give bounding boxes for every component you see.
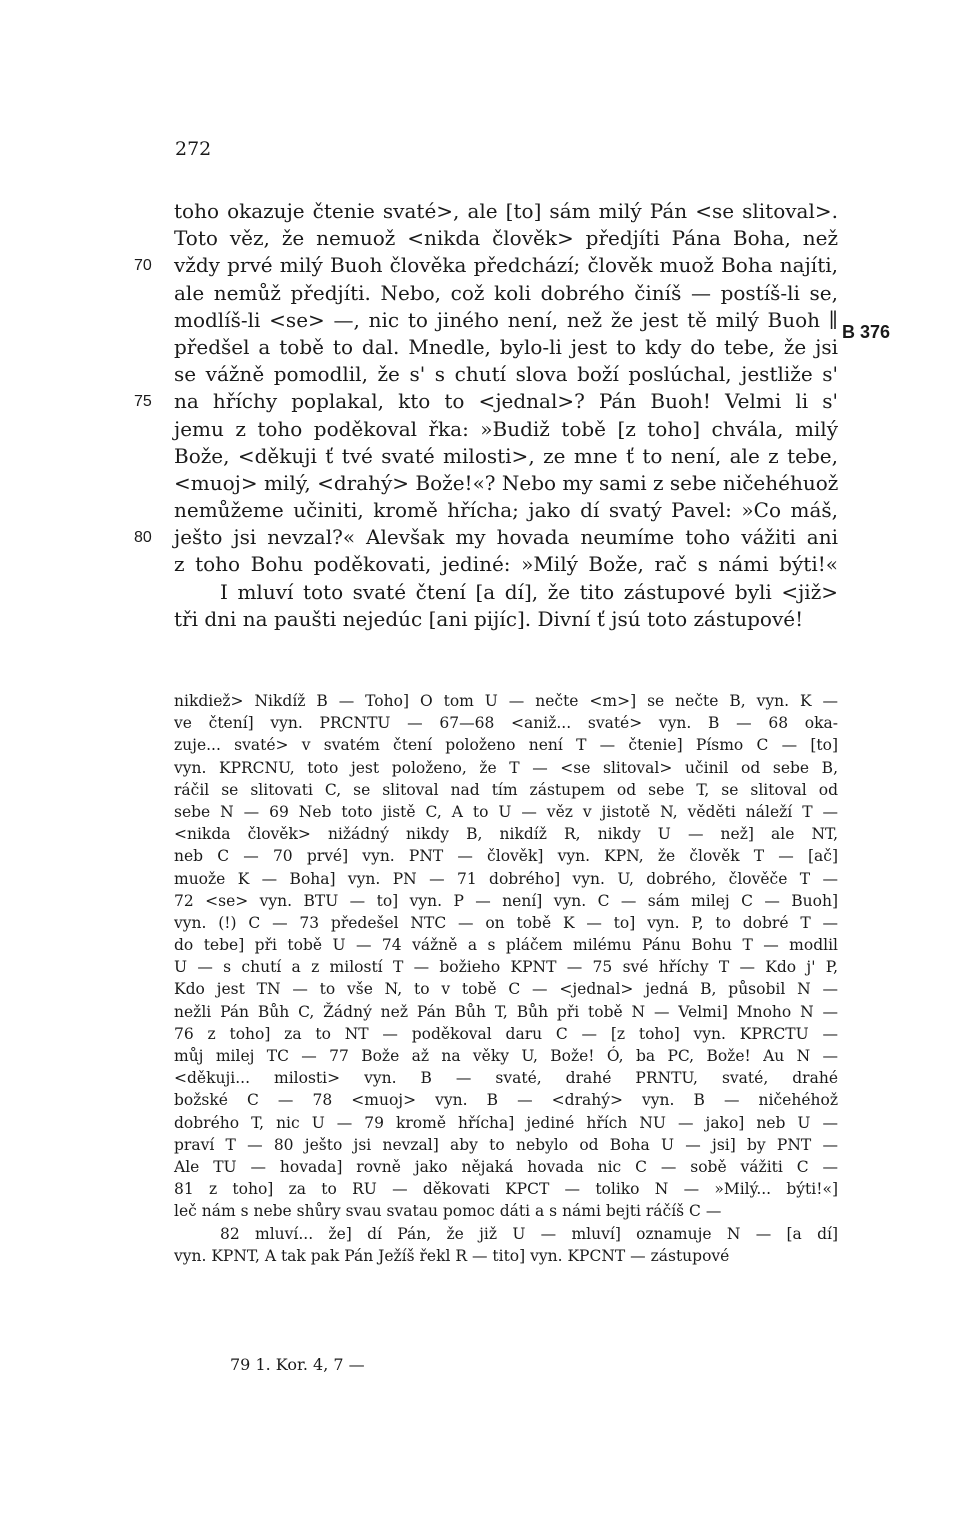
page-number: 272 (175, 138, 212, 160)
line-number: 80 (134, 529, 152, 547)
apparatus-line: vyn. (!) C — 73 předešel NTC — on tobě K — to] vyn. P, to dobré T — (174, 913, 838, 932)
apparatus-line: sebe N — 69 Neb toto jistě C, A to U — věz v jistotě N, věděti náleží T — (174, 802, 838, 821)
line-text: tři dni na paušti nejedúc [ani pijíc]. Divní ť jsú toto zástupové! (174, 606, 804, 631)
text-line (174, 470, 838, 497)
line-text: toho okazuje čtenie svaté>, ale [to] sám milý Pán <se slitoval>. (174, 199, 838, 223)
apparatus-line: leč nám s nebe shůry svau svatau pomoc dáti a s námi bejti ráčíš C — (174, 1202, 722, 1221)
apparatus-line: Ale TU — hovada] rovně jako nějaká hovada nic C — sobě vážiti C — (174, 1157, 838, 1176)
line-text: Bože, <děkuji ť tvé svaté milosti>, ze mne ť to není, ale z tebe, (174, 443, 838, 468)
line-text: nemůžeme učiniti, kromě hřícha; jako dí svatý Pavel: »Co máš, (174, 498, 838, 523)
apparatus-line: praví T — 80 ješto jsi nevzal] aby to nebylo od Boha U — jsi] by PNT — (174, 1135, 838, 1154)
main-text (134, 198, 839, 633)
apparatus-line: <děkuji... milosti> vyn. B — svaté, drahé PRNTU, svaté, drahé (174, 1069, 838, 1088)
text-line (174, 361, 838, 388)
text-line (174, 606, 838, 633)
text-line (174, 497, 838, 524)
text-line (174, 307, 838, 334)
apparatus-line: dobrého T, nic U — 79 kromě hřícha] jediné hřích NU — jako] neb U — (174, 1113, 838, 1132)
line-text: ale nemůž předjíti. Nebo, což koli dobrého činíš — postíš-li se, (174, 280, 838, 305)
line-text: z toho Bohu poděkovati, jediné: »Milý Bože, rač s námi býti!« (174, 552, 838, 577)
text-line (134, 252, 838, 279)
text-line (174, 225, 838, 252)
line-text: předšel a tobě to dal. Mnedle, bylo-li jest to kdy do tebe, že jsi (174, 334, 838, 359)
line-text: na hříchy poplakal, kto to <jednal>? Pán Buoh! Velmi li s' (174, 389, 838, 414)
critical-apparatus (174, 690, 838, 1267)
line-text: ješto jsi nevzal?« Alevšak my hovada neumíme toho vážiti ani (174, 525, 838, 550)
text-line (174, 579, 838, 606)
text-line (174, 280, 838, 307)
apparatus-line: 72 <se> vyn. BTU — to] vyn. P — není] vyn. C — sám milej C — Buoh] (174, 891, 838, 910)
apparatus-line: ráčil se slitovati C, se slitoval nad tím zástupem od sebe T, se slitoval od (174, 780, 838, 799)
apparatus-line: <nikda člověk> nižádný nikdy B, nikdíž R, nikdy U — než] ale NT, (174, 825, 838, 844)
apparatus-line: vyn. KPNT, A tak pak Pán Ježíš řekl R — tito] vyn. KPCNT — zástupové (174, 1246, 730, 1265)
text-line (174, 443, 838, 470)
apparatus-line: U — s chutí a z milostí T — božieho KPNT — 75 své hříchy T — Kdo j' P, (174, 958, 838, 977)
text-line (134, 388, 838, 415)
apparatus-line: neb C — 70 prvé] vyn. PNT — člověk] vyn. KPN, že člověk T — [ač] (174, 847, 838, 866)
line-number: 75 (134, 393, 152, 411)
apparatus-line: 81 z toho] za to RU — děkovati KPCT — toliko N — »Milý... býti!«] (174, 1180, 838, 1199)
apparatus-line: Kdo jest TN — to vše N, to v tobě C — <jednal> jedná B, působil N — (174, 980, 838, 999)
line-text: Toto věz, že nemuož <nikda člověk> předjíti Pána Boha, než (174, 226, 838, 251)
text-line (174, 551, 838, 578)
apparatus-line: nežli Pán Bůh C, Žádný než Pán Bůh T, Bůh při tobě N — Velmi] Mnoho N — (174, 1002, 838, 1021)
apparatus-line: muože K — Boha] vyn. PN — 71 dobrého] vyn. U, dobrého, člověče T — (174, 869, 838, 888)
apparatus-line: ve čtení] vyn. PRCNTU — 67—68 <aniž... svaté> vyn. B — 68 oka- (174, 714, 838, 733)
line-number: 70 (134, 257, 152, 275)
apparatus-line: božské C — 78 <muoj> vyn. B — <drahý> vyn. B — ničehéhož (174, 1091, 838, 1110)
apparatus-line: nikdiež> Nikdíž B — Toho] O tom U — nečte <m>] se nečte B, vyn. K — (174, 692, 838, 710)
margin-reference: B 376 (842, 322, 891, 342)
text-line (174, 198, 838, 225)
line-text: I mluví toto svaté čtení [a dí], že tito zástupové byli <již> (220, 579, 838, 604)
text-line (174, 334, 838, 361)
line-text: se vážně pomodlil, že s' s chutí slova boží poslúchal, jestliže s' (174, 362, 838, 387)
apparatus-line: zuje... svaté> v svatém čtení položeno není T — čtenie] Písmo C — [to] (174, 736, 838, 755)
line-text: modlíš-li <se> —, nic to jiného není, než že jest tě milý Buoh ∥ (174, 307, 838, 332)
apparatus-line: můj milej TC — 77 Bože až na věky U, Bože! Ó, ba PC, Bože! Au N — (174, 1047, 838, 1065)
line-text: jemu z toho poděkoval řka: »Budiž tobě [z toho] chvála, milý (174, 416, 838, 441)
line-text: vždy prvé milý Buoh člověka předchází; člověk muož Boha najíti, (174, 253, 838, 278)
line-text: <muoj> milý, <drahý> Bože!«? Nebo my sami z sebe ničehéhuož (174, 470, 839, 495)
footer-note: 79 1. Kor. 4, 7 — (230, 1355, 365, 1374)
text-line (174, 416, 838, 443)
apparatus-line: vyn. KPRCNU, toto jest položeno, že T — <se slitoval> učinil od sebe B, (174, 758, 838, 777)
apparatus-line: 82 mluví... že] dí Pán, že již U — mluví] oznamuje N — [a dí] (220, 1224, 838, 1243)
apparatus-line: do tebe] při tobě U — 74 vážně a s pláčem milému Pánu Bohu T — modlil (174, 936, 838, 955)
text-line (134, 524, 838, 551)
apparatus-line: 76 z toho] za to NT — poděkoval daru C — [z toho] vyn. KPRCTU — (174, 1024, 838, 1043)
